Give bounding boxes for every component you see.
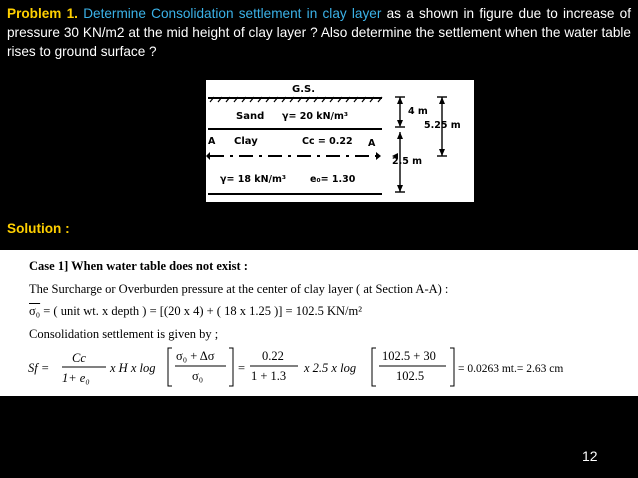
dim-2-5m-label: 2.5 m [392,156,423,167]
ground-surface-label: G.S. [292,84,316,95]
formula-result: = 0.0263 mt.= 2.63 cm [458,363,564,375]
settlement-formula [26,342,638,392]
formula-x-25-log: x 2.5 x log [304,361,357,375]
section-left-arrow [206,152,210,160]
sigma-zero-symbol: σ₀ [29,304,41,318]
problem-label: Problem 1. [7,6,78,21]
problem-statement [7,4,631,61]
formula-eq1: = [238,361,246,375]
solution-label: Solution : [7,221,70,236]
section-right-arrow [376,152,381,160]
formula-x-h-x-log: x H x log [110,361,156,375]
void-ratio: e₀= 1.30 [310,174,356,185]
formula-num2: 0.22 [262,349,284,363]
formula-den1: σ₀ [192,369,204,383]
problem-text: as a shown in figure due to increase of pressure 30 KN/m2 at the mid height of clay layer ? Also determine the settlement when the water table rises to ground surface ? [7,6,631,59]
case-heading: Case 1] When water table does not exist : [29,259,248,273]
formula-den2: 1 + 1.3 [251,369,287,383]
sand-label: Sand [236,111,265,122]
overburden-calculation [29,304,362,319]
consolidation-intro: Consolidation settlement is given by ; [29,327,219,341]
soil-profile-diagram [206,80,474,202]
problem-highlight: Determine Consolidation settlement in clay layer [83,6,382,21]
solution-panel [0,250,638,396]
compression-index: Cc = 0.22 [302,136,353,147]
formula-num3: 102.5 + 30 [382,349,436,363]
page-number: 12 [582,448,598,464]
soil-profile-figure [206,80,474,202]
formula-den3: 102.5 [396,369,425,383]
section-right-label: A [368,138,376,149]
formula-sf: Sf = [28,361,50,375]
dim-5-25m-label: 5.25 m [424,120,461,131]
dim-4m-label: 4 m [408,106,428,117]
clay-label: Clay [234,136,258,147]
clay-unit-weight: γ= 18 kN/m³ [220,174,287,185]
formula-num1: σ₀ + Δσ [176,349,215,363]
formula-one-plus-e0: 1+ e₀ [62,371,90,385]
formula-cc: Cc [72,351,86,365]
overburden-description: The Surcharge or Overburden pressure at the center of clay layer ( at Section A-A) : [29,282,449,296]
overburden-equation: = ( unit wt. x depth ) = [(20 x 4) + ( 18 x 1.25 )] = 102.5 KN/m² [43,304,362,318]
sand-unit-weight: γ= 20 kN/m³ [282,111,349,122]
section-left-label: A [208,136,216,147]
